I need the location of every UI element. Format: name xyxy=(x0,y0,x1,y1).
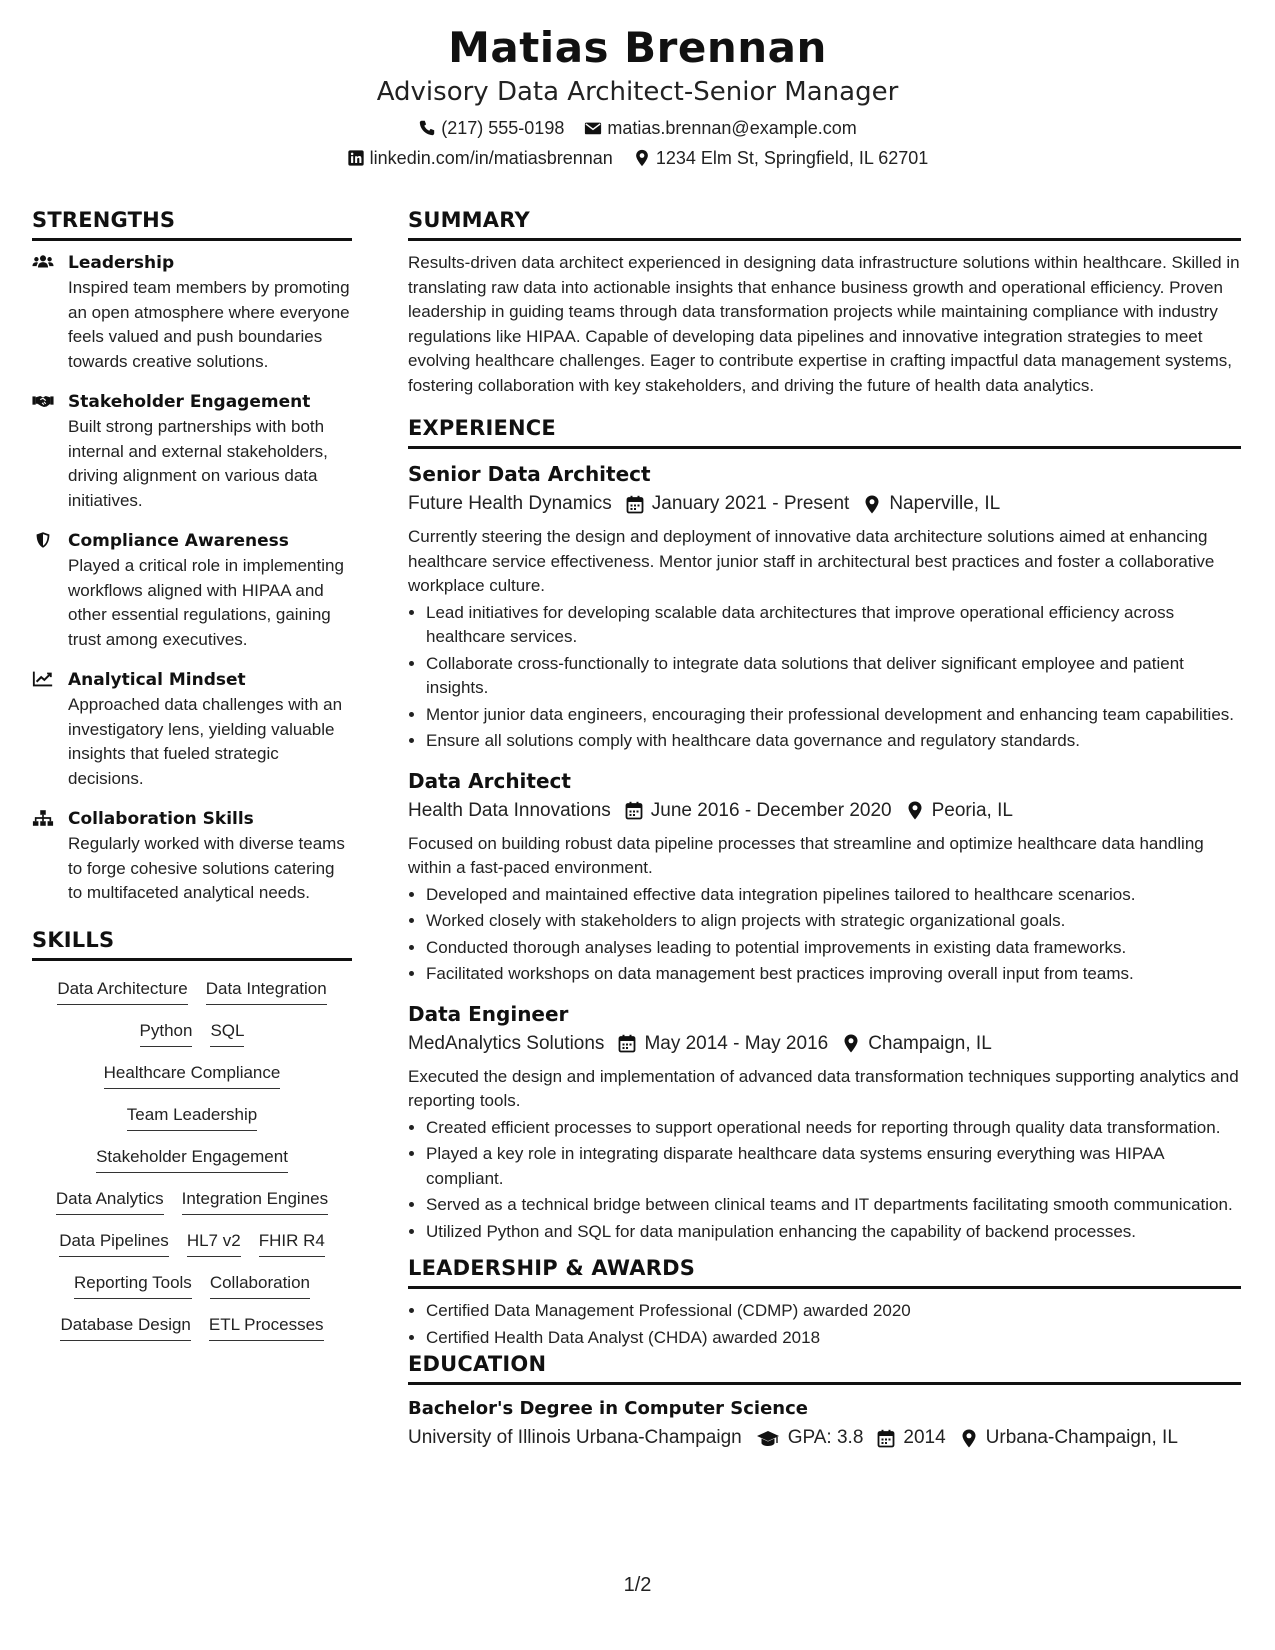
job-bullet: • Served as a technical bridge between clinical teams and IT departments facilitating smooth communication. xyxy=(426,1193,1241,1218)
education-heading: EDUCATION xyxy=(408,1352,1241,1385)
job-description: Executed the design and implementation of advanced data transformation techniques supporting analytics and reporting tools. xyxy=(408,1066,1239,1110)
skills-heading: SKILLS xyxy=(32,928,352,961)
skill-tag: Python xyxy=(140,1019,193,1047)
job-meta xyxy=(408,489,1241,519)
map-pin-icon xyxy=(842,1034,860,1053)
resume-header xyxy=(0,0,1275,170)
linkedin-icon xyxy=(347,149,365,167)
line-chart-icon xyxy=(32,668,56,791)
skill-tag: Data Analytics xyxy=(56,1187,164,1215)
job-bullet: • Played a key role in integrating disparate healthcare data systems ensuring everything was HIPAA compliant. xyxy=(426,1142,1241,1191)
job-title: Data Engineer xyxy=(408,1001,569,1026)
award-item: • Certified Data Management Professional (CDMP) awarded 2020 xyxy=(426,1299,1241,1324)
map-pin-icon xyxy=(906,801,924,820)
awards-heading: LEADERSHIP & AWARDS xyxy=(408,1256,1241,1289)
job-location: Naperville, IL xyxy=(889,493,1001,514)
calendar-icon xyxy=(877,1429,895,1448)
job-bullet: • Utilized Python and SQL for data manipulation enhancing the capability of backend processes. xyxy=(426,1220,1241,1245)
skill-tag: HL7 v2 xyxy=(187,1229,241,1257)
job-meta xyxy=(408,1029,1241,1059)
strength-desc: Approached data challenges with an investigatory lens, yielding valuable insights that fueled strategic decisions. xyxy=(68,695,343,788)
job-dates-group xyxy=(626,489,850,519)
email-contact[interactable] xyxy=(584,116,856,140)
job-company: Future Health Dynamics xyxy=(408,493,612,514)
strength-item xyxy=(32,807,352,906)
awards-list xyxy=(408,1299,1241,1350)
strength-desc: Inspired team members by promoting an open atmosphere where everyone feels valued and push boundaries towards creative solutions. xyxy=(68,278,350,371)
job-description: Currently steering the design and deployment of innovative data architecture solutions aimed at enhancing healthcare service effectiveness. Mentor junior staff in architectural best practices and foster a collaborative workplace culture. xyxy=(408,527,1215,595)
envelope-icon xyxy=(584,119,602,137)
gpa-group xyxy=(756,1423,864,1453)
page-number: 1/2 xyxy=(623,1574,652,1596)
grad-year-group xyxy=(877,1423,945,1453)
job-company: MedAnalytics Solutions xyxy=(408,1032,605,1054)
school-name: University of Illinois Urbana-Champaign xyxy=(408,1427,742,1448)
job-bullet: • Mentor junior data engineers, encouraging their professional development and enhancing team capabilities. xyxy=(426,703,1241,728)
strength-desc: Played a critical role in implementing workflows aligned with HIPAA and other essential regulations, gaining trust among executives. xyxy=(68,556,344,649)
strength-desc: Regularly worked with diverse teams to forge cohesive solutions catering to multifaceted analytical needs. xyxy=(68,834,345,902)
strength-title: Analytical Mindset xyxy=(68,670,246,690)
skill-tag: Stakeholder Engagement xyxy=(96,1145,288,1173)
strength-item xyxy=(32,668,352,791)
edu-location-group xyxy=(960,1423,1178,1453)
skill-tag: Team Leadership xyxy=(127,1103,257,1131)
linkedin-text[interactable]: linkedin.com/in/matiasbrennan xyxy=(369,148,613,168)
calendar-icon xyxy=(618,1034,636,1053)
job-entry xyxy=(408,766,1241,987)
shield-icon xyxy=(32,529,56,652)
job-entry xyxy=(408,459,1241,754)
email-text[interactable]: matias.brennan@example.com xyxy=(607,118,857,138)
skill-tag: Data Integration xyxy=(206,977,327,1005)
summary-text: Results-driven data architect experienced in designing data infrastructure solutions within healthcare. Skilled in translating raw data into actionable insights that enhance business growth and operational efficiency. Proven leadership in guiding teams through data transformation projects while maintaining compliance with industry regulations like HIPAA. Capable of developing data pipelines and innovative integration strategies to meet evolving healthcare challenges. Eager to contribute expertise in crafting impactful data management systems, fostering collaboration with key stakeholders, and driving the future of health data analytics. xyxy=(408,253,1240,395)
job-location-group xyxy=(906,796,1013,826)
job-dates-group xyxy=(618,1029,828,1059)
candidate-title: Advisory Data Architect-Senior Manager xyxy=(376,77,899,107)
job-bullet: • Created efficient processes to support operational needs for reporting through quality data transformation. xyxy=(426,1116,1241,1141)
job-bullet: • Conducted thorough analyses leading to potential improvements in existing data frameworks. xyxy=(426,936,1241,961)
job-dates: May 2014 - May 2016 xyxy=(644,1032,829,1054)
linkedin-contact[interactable] xyxy=(347,146,613,170)
gpa-text: GPA: 3.8 xyxy=(787,1427,864,1448)
job-location-group xyxy=(863,489,1000,519)
job-bullets xyxy=(408,1116,1241,1245)
education-meta xyxy=(408,1423,1241,1453)
job-bullets xyxy=(408,883,1241,987)
address-contact xyxy=(633,146,929,170)
degree-title: Bachelor's Degree in Computer Science xyxy=(408,1398,808,1419)
sitemap-icon xyxy=(32,807,56,906)
strength-title: Compliance Awareness xyxy=(68,531,289,551)
skill-tag: Database Design xyxy=(60,1313,190,1341)
award-item: • Certified Health Data Analyst (CHDA) awarded 2018 xyxy=(426,1326,1241,1351)
job-dates: January 2021 - Present xyxy=(651,493,850,514)
calendar-icon xyxy=(625,801,643,820)
summary-heading: SUMMARY xyxy=(408,208,1241,241)
strengths-heading: STRENGTHS xyxy=(32,208,352,241)
job-bullets xyxy=(408,601,1241,754)
calendar-icon xyxy=(626,495,644,514)
job-bullet: • Developed and maintained effective data integration pipelines tailored to healthcare scenarios. xyxy=(426,883,1241,908)
skill-tag: FHIR R4 xyxy=(259,1229,325,1257)
map-pin-icon xyxy=(863,495,881,514)
phone-contact xyxy=(418,116,564,140)
strength-item xyxy=(32,390,352,513)
handshake-icon xyxy=(32,390,56,513)
job-bullet: • Worked closely with stakeholders to align projects with strategic organizational goals. xyxy=(426,909,1241,934)
skill-tag: SQL xyxy=(210,1019,244,1047)
job-bullet: • Facilitated workshops on data management best practices improving overall input from teams. xyxy=(426,962,1241,987)
skill-tag: Healthcare Compliance xyxy=(104,1061,281,1089)
skill-tag: Collaboration xyxy=(210,1271,310,1299)
strength-title: Leadership xyxy=(68,253,175,273)
skills-list xyxy=(32,971,352,1349)
job-title: Data Architect xyxy=(408,768,571,793)
job-location: Champaign, IL xyxy=(868,1032,992,1054)
phone-text: (217) 555-0198 xyxy=(441,118,565,138)
skill-tag: ETL Processes xyxy=(209,1313,324,1341)
strength-desc: Built strong partnerships with both internal and external stakeholders, driving alignment on various data initiatives. xyxy=(68,417,328,510)
skill-tag: Integration Engines xyxy=(182,1187,329,1215)
right-column xyxy=(408,208,1241,1459)
job-entry xyxy=(408,999,1241,1245)
skill-tag: Reporting Tools xyxy=(74,1271,192,1299)
strength-title: Collaboration Skills xyxy=(68,809,254,829)
skill-tag: Data Pipelines xyxy=(59,1229,169,1257)
job-dates-group xyxy=(625,796,892,826)
contact-row-1 xyxy=(0,116,1275,140)
skill-tag: Data Architecture xyxy=(57,977,187,1005)
map-pin-icon xyxy=(633,149,651,167)
phone-icon xyxy=(418,119,436,137)
job-title: Senior Data Architect xyxy=(408,462,651,486)
candidate-name: Matias Brennan xyxy=(448,23,827,72)
users-icon xyxy=(32,251,56,374)
strength-item xyxy=(32,529,352,652)
job-dates: June 2016 - December 2020 xyxy=(650,799,892,821)
grad-year: 2014 xyxy=(903,1427,946,1448)
graduation-cap-icon xyxy=(756,1429,780,1448)
experience-heading: EXPERIENCE xyxy=(408,416,1241,449)
job-bullet: • Ensure all solutions comply with healthcare data governance and regulatory standards. xyxy=(426,729,1241,754)
map-pin-icon xyxy=(960,1429,978,1448)
job-meta xyxy=(408,796,1241,826)
address-text: 1234 Elm St, Springfield, IL 62701 xyxy=(655,148,929,168)
edu-location: Urbana-Champaign, IL xyxy=(985,1427,1178,1448)
job-bullet: • Lead initiatives for developing scalable data architectures that improve operational efficiency across healthcare services. xyxy=(426,601,1241,650)
left-column xyxy=(32,208,352,1349)
job-bullet: • Collaborate cross-functionally to integrate data solutions that deliver significant employee and patient insights. xyxy=(426,652,1241,701)
strength-item xyxy=(32,251,352,374)
job-description: Focused on building robust data pipeline processes that streamline and optimize healthcare data handling within a fast-paced environment. xyxy=(408,833,1204,877)
job-company: Health Data Innovations xyxy=(408,799,611,821)
job-location-group xyxy=(842,1029,992,1059)
job-location: Peoria, IL xyxy=(931,799,1013,821)
strength-title: Stakeholder Engagement xyxy=(68,392,311,412)
contact-row-2 xyxy=(0,146,1275,170)
